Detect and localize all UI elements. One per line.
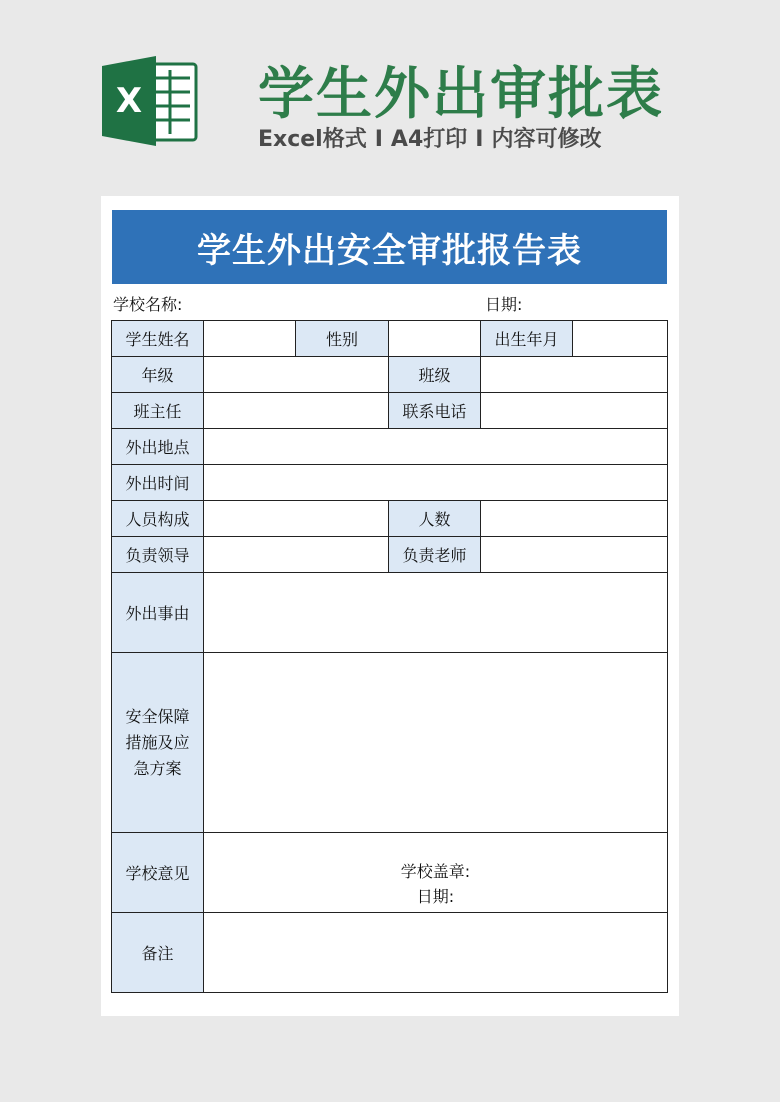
head-teacher-label: 班主任 — [112, 393, 204, 429]
table-row — [112, 913, 668, 993]
safety-measures-field[interactable] — [204, 653, 668, 833]
remarks-field[interactable] — [204, 913, 668, 993]
grade-label: 年级 — [112, 357, 204, 393]
separator: I — [475, 127, 484, 152]
subtitle — [258, 122, 601, 153]
excel-logo — [100, 56, 200, 146]
location-field[interactable] — [204, 429, 668, 465]
class-field[interactable] — [481, 357, 668, 393]
reason-field[interactable] — [204, 573, 668, 653]
subtitle-format: Excel格式 — [258, 127, 367, 152]
count-field[interactable] — [481, 501, 668, 537]
table-row — [112, 833, 668, 913]
birth-month-label: 出生年月 — [481, 321, 573, 357]
approval-table — [111, 320, 668, 993]
table-row — [112, 429, 668, 465]
table-row — [112, 653, 668, 833]
leader-label: 负责领导 — [112, 537, 204, 573]
table-row — [112, 357, 668, 393]
table-row — [112, 321, 668, 357]
remarks-label: 备注 — [112, 913, 204, 993]
school-opinion-label: 学校意见 — [112, 833, 204, 913]
student-name-label: 学生姓名 — [112, 321, 204, 357]
subtitle-editable: 内容可修改 — [491, 127, 602, 152]
leader-field[interactable] — [204, 537, 389, 573]
location-label: 外出地点 — [112, 429, 204, 465]
form-title-banner: 学生外出安全审批报告表 — [112, 210, 667, 284]
birth-month-field[interactable] — [573, 321, 668, 357]
excel-icon — [100, 56, 200, 146]
grade-field[interactable] — [204, 357, 389, 393]
school-opinion-field[interactable] — [204, 833, 668, 913]
form-sheet — [101, 196, 679, 1016]
safety-line-1: 安全保障 — [125, 706, 190, 726]
time-label: 外出时间 — [112, 465, 204, 501]
count-label: 人数 — [389, 501, 481, 537]
table-row — [112, 573, 668, 653]
school-name-label: 学校名称: — [113, 295, 183, 314]
subtitle-print: A4打印 — [390, 127, 468, 152]
phone-field[interactable] — [481, 393, 668, 429]
safety-line-3: 急方案 — [133, 758, 182, 778]
table-row — [112, 537, 668, 573]
separator: I — [374, 127, 383, 152]
table-row — [112, 393, 668, 429]
time-field[interactable] — [204, 465, 668, 501]
logo-letter: X — [115, 81, 143, 121]
school-stamp-label: 学校盖章: — [400, 861, 471, 881]
members-field[interactable] — [204, 501, 389, 537]
date-label: 日期: — [485, 295, 523, 314]
gender-label: 性别 — [296, 321, 389, 357]
page-title: 学生外出审批表 — [258, 62, 664, 127]
teacher-label: 负责老师 — [389, 537, 481, 573]
reason-label: 外出事由 — [112, 573, 204, 653]
table-row — [112, 501, 668, 537]
teacher-field[interactable] — [481, 537, 668, 573]
safety-measures-label — [112, 653, 204, 833]
gender-field[interactable] — [389, 321, 481, 357]
table-row — [112, 465, 668, 501]
class-label: 班级 — [389, 357, 481, 393]
stamp-date-label: 日期: — [416, 886, 455, 906]
members-label: 人员构成 — [112, 501, 204, 537]
phone-label: 联系电话 — [389, 393, 481, 429]
student-name-field[interactable] — [204, 321, 296, 357]
safety-line-2: 措施及应 — [125, 732, 190, 752]
head-teacher-field[interactable] — [204, 393, 389, 429]
